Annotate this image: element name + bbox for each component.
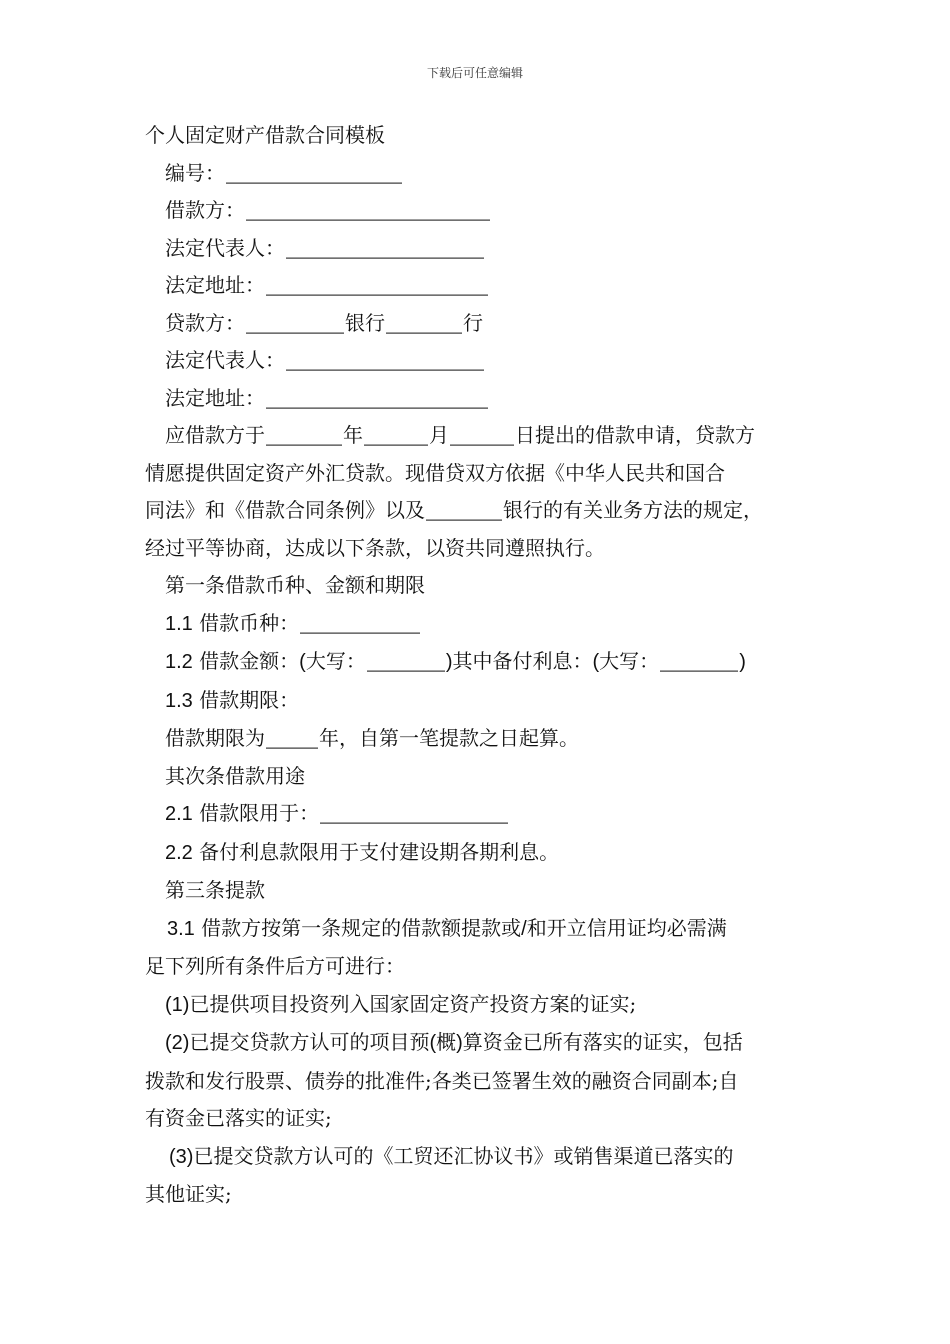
legal-rep-blank[interactable] (286, 237, 484, 258)
article-1-item-2 (145, 643, 825, 682)
condition-2 (145, 1024, 825, 1063)
page-header: 下载后可任意编辑 (426, 66, 523, 80)
legal-rep2-label: 法定代表人： (165, 348, 285, 372)
intro-line-3 (145, 492, 825, 530)
term-text: 借款期限为 (165, 726, 265, 750)
item-text: 借款期限： (199, 687, 300, 712)
item-text: ) (739, 651, 746, 673)
number-label: 编号： (165, 160, 225, 185)
day-blank[interactable] (450, 425, 514, 446)
legal-addr2-field (145, 380, 825, 418)
currency-blank[interactable] (300, 612, 420, 633)
legal-rep-field (145, 230, 825, 268)
item-number: 1.3 (165, 689, 193, 712)
intro-day-text: 日提出的借款申请，贷款方 (515, 423, 755, 447)
legal-rep2-blank[interactable] (286, 350, 484, 371)
item-text: 借款方按第一条规定的借款额提款或 (201, 915, 522, 940)
condition-3 (145, 1138, 825, 1177)
item-text: 借款限用于： (199, 801, 320, 825)
lender-bank-blank[interactable] (246, 312, 344, 333)
article-3-item-1-cont: 足下列所有条件后方可进行： (145, 954, 405, 978)
condition-1 (145, 986, 825, 1025)
condition-text: 已提交贷款方认可的项目预 (189, 1030, 430, 1054)
number-blank[interactable] (226, 162, 402, 183)
item-text: (大写： (592, 651, 660, 673)
condition-2-cont-2: 有资金已落实的证实; (145, 1106, 332, 1130)
month-blank[interactable] (364, 425, 428, 446)
condition-2-cont-1: 拨款和发行股票、债券的批准件;各类已签署生效的融资合同副本;自 (145, 1068, 739, 1093)
article-1-item-3 (145, 682, 825, 721)
item-number: 1.2 (165, 651, 193, 673)
item-text: / (521, 917, 527, 940)
intro-line-1 (145, 417, 825, 455)
bank-text: 银行 (345, 310, 385, 335)
borrower-label: 借款方： (165, 198, 245, 222)
intro-line-2: 情愿提供固定资产外汇贷款。现借贷双方依据《中华人民共和国合 (145, 460, 725, 485)
condition-number: (1) (165, 993, 190, 1016)
interest-blank[interactable] (660, 651, 738, 672)
term-line (145, 720, 825, 758)
lender-field (145, 305, 825, 343)
item-text: 备付利息款限用于支付建设期各期利息。 (199, 839, 560, 864)
condition-text: (概) (429, 1032, 463, 1054)
condition-text: 已提交贷款方认可的《工贸还汇协议书》或销售渠道已落实的 (193, 1143, 734, 1168)
legal-addr2-blank[interactable] (266, 387, 488, 408)
purpose-blank[interactable] (320, 803, 508, 824)
condition-text: 算资金已所有落实的证实，包括 (462, 1030, 743, 1054)
item-text: )其中备付利息： (445, 651, 593, 673)
legal-addr2-label: 法定地址： (165, 385, 265, 410)
item-text: 和开立信用证均必需满 (526, 915, 727, 940)
amount-blank[interactable] (367, 651, 445, 672)
item-number: 2.2 (165, 841, 193, 864)
intro-line-4: 经过平等协商，达成以下条款，以资共同遵照执行。 (145, 535, 605, 560)
condition-number: (3) (169, 1145, 194, 1168)
article-2-item-2 (145, 834, 825, 873)
lender-label: 贷款方： (165, 310, 245, 335)
intro-year-text: 年 (343, 423, 363, 447)
article-2-title: 其次条借款用途 (165, 763, 305, 788)
condition-text: 已提供项目投资列入国家固定资产投资方案的证实; (189, 991, 637, 1016)
borrower-field (145, 192, 825, 230)
bank-name-blank[interactable] (426, 500, 502, 521)
term-text: 年，自第一笔提款之日起算。 (319, 726, 579, 750)
article-2-item-1 (145, 795, 825, 834)
item-number: 1.1 (165, 612, 193, 635)
document-title: 个人固定财产借款合同模板 (145, 123, 385, 147)
legal-addr-blank[interactable] (266, 275, 488, 296)
year-blank[interactable] (266, 425, 342, 446)
article-1-item-1 (145, 605, 825, 644)
legal-addr-field (145, 267, 825, 305)
borrower-blank[interactable] (246, 200, 490, 221)
branch-text: 行 (463, 310, 483, 335)
legal-rep2-field (145, 342, 825, 380)
item-text: 借款金额： (199, 649, 300, 673)
condition-number: (2) (165, 1032, 190, 1054)
item-text: 借款币种： (199, 610, 300, 635)
term-years-blank[interactable] (266, 728, 318, 749)
legal-rep-label: 法定代表人： (165, 235, 285, 260)
article-1-title: 第一条借款币种、金额和期限 (165, 573, 425, 597)
legal-addr-label: 法定地址： (165, 273, 265, 297)
intro-text: 应借款方于 (165, 423, 265, 447)
condition-3-cont: 其他证实; (145, 1182, 232, 1206)
contract-body (145, 117, 825, 1214)
item-number: 3.1 (167, 917, 195, 940)
item-number: 2.1 (165, 803, 193, 825)
number-field (145, 155, 825, 193)
intro-text: 同法》和《借款合同条例》以及 (145, 498, 425, 522)
article-3-title: 第三条提款 (165, 878, 265, 902)
intro-text: 银行的有关业务方法的规定， (503, 498, 763, 522)
item-text: (大写： (299, 651, 366, 673)
lender-branch-blank[interactable] (386, 312, 462, 333)
article-3-item-1 (145, 910, 825, 949)
intro-month-text: 月 (429, 423, 449, 447)
